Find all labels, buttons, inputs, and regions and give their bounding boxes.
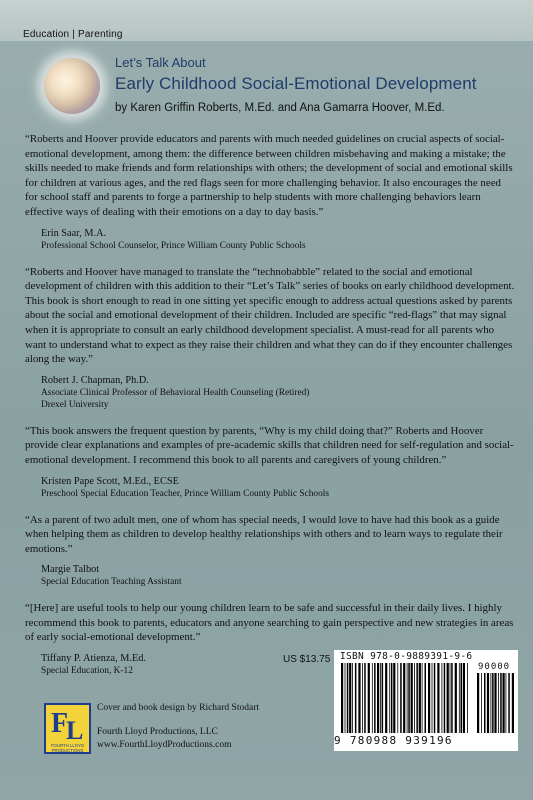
endorser-role: Professional School Counselor, Prince William County Public Schools <box>41 240 306 251</box>
series-title: Let’s Talk About <box>115 55 206 70</box>
design-credit: Cover and book design by Richard Stodart <box>97 703 260 713</box>
price-label: US $13.75 <box>283 654 331 665</box>
endorsement <box>25 132 515 252</box>
publisher-website: www.FourthLloydProductions.com <box>97 740 232 750</box>
endorser-name: Erin Saar, M.A. <box>41 227 107 239</box>
endorser-role: Special Education, K-12 <box>41 666 133 677</box>
endorser-name: Tiffany P. Atienza, M.Ed. <box>41 653 146 665</box>
authors-line: by Karen Griffin Roberts, M.Ed. and Ana Gamarra Hoover, M.Ed. <box>115 102 445 114</box>
publisher-logo <box>44 703 91 754</box>
isbn-label: ISBN 978-0-9889391-9-6 <box>340 651 473 662</box>
endorser-name: Robert J. Chapman, Ph.D. <box>41 374 149 386</box>
endorser-name: Kristen Pape Scott, M.Ed., ECSE <box>41 475 179 487</box>
logo-letter-f: F <box>51 708 69 739</box>
endorsement <box>25 424 515 500</box>
publisher-name: Fourth Lloyd Productions, LLC <box>97 727 218 737</box>
logo-wordmark: FOURTH LLOYD PRODUCTIONS <box>50 743 85 753</box>
barcode-number: 9 780988 939196 <box>334 734 453 747</box>
endorsement <box>25 513 515 589</box>
endorser-role: Special Education Teaching Assistant <box>41 577 182 588</box>
barcode-addon-bars <box>476 673 514 733</box>
endorsement <box>25 265 515 411</box>
moon-image <box>44 58 100 114</box>
barcode-addon-number: 90000 <box>478 662 511 672</box>
endorser-role: Preschool Special Education Teacher, Prince William County Public Schools <box>41 488 330 499</box>
logo-letter-l: L <box>66 716 84 745</box>
quote-text: “[Here] are useful tools to help our young children learn to be safe and successful in their daily lives. I highly recommend this book to parents, educators and anyone searching to gain perspective and new strategies in areas of early social-emotional development.” <box>25 602 514 644</box>
barcode <box>334 650 518 751</box>
quote-text: “This book answers the frequent question by parents, “Why is my child doing that?” Roberts and Hoover provide clear explanations and examples of pre-academic skills that children need for self-regulation and social-emotional development. I recommend this book to all parents and caregivers of young children.” <box>25 424 514 466</box>
endorser-affiliation: Drexel University <box>41 399 109 410</box>
endorser-name: Margie Talbot <box>41 564 100 576</box>
barcode-bars <box>340 663 470 733</box>
quote-text: “Roberts and Hoover provide educators and parents with much needed guidelines on crucial aspects of social-emotional development, among them: the difference between children misbehaving and making a mistake; the skills needed to make friends and form relationships with others; the development of social and emotional skills for children at various ages, and the red flags seen for more challenging behavior. It also encourages the need for school staff and parents to forge a partnership to help students with more challenging behaviors learn effective ways of dealing with their emotions on a day to day basis.” <box>25 133 513 218</box>
quote-text: “As a parent of two adult men, one of whom has special needs, I would love to have had this book as a guide when helping them as children to develop healthy relationships with others and to learn ways to regulate their emotions.” <box>25 513 503 555</box>
book-title: Early Childhood Social-Emotional Development <box>115 74 477 93</box>
endorsements <box>25 132 515 690</box>
category-label: Education | Parenting <box>23 29 123 40</box>
quote-text: “Roberts and Hoover have managed to translate the “technobabble” related to the social and emotional development of children with this addition to their “Let’s Talk” series of books on early childhood development. This book is short enough to read in one sitting yet specific enough to address actual questions asked by parents about the social and emotional development of their children. Included are specific “red-flags” that may signal when it is appropriate to consult an early childhood development specialist. A must-read for all parents who want to understand what to expect as they raise their children and what they can do if they encounter challenges along the way.” <box>25 265 515 366</box>
endorser-role: Associate Clinical Professor of Behavioral Health Counseling (Retired) <box>41 387 310 398</box>
